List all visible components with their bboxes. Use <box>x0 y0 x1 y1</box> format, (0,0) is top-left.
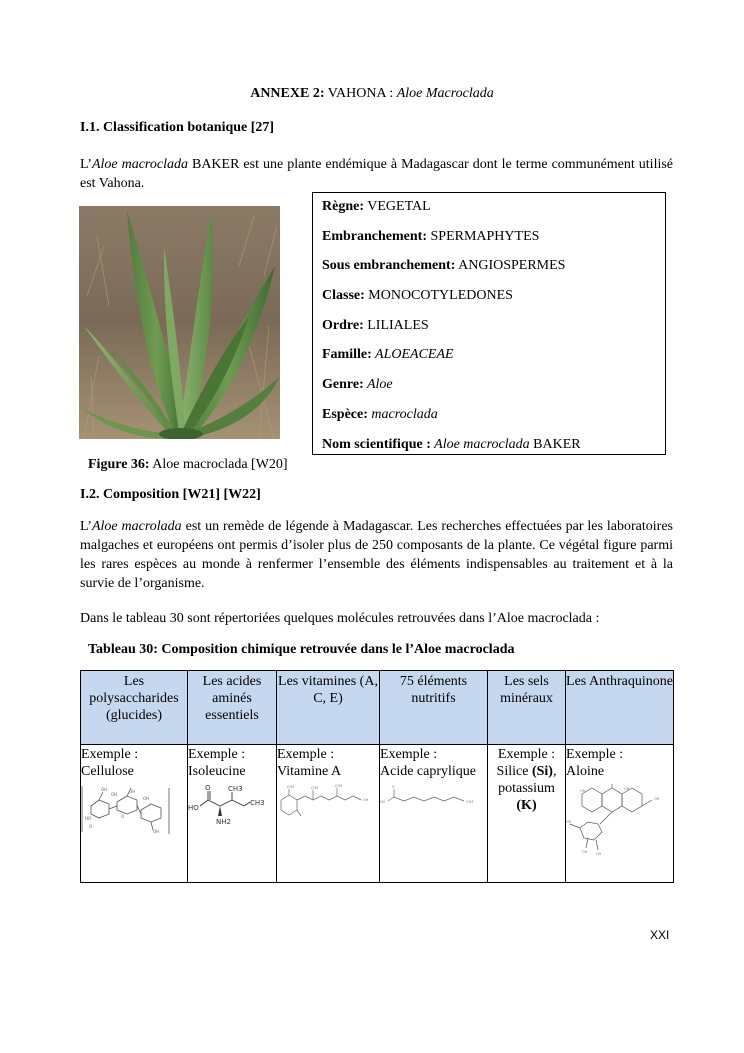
svg-text:OH: OH <box>624 787 630 791</box>
class-row-sous-embranchement: Sous embranchement: ANGIOSPERMES <box>322 258 566 274</box>
class-row-ordre: Ordre: LILIALES <box>322 317 429 333</box>
cell-isoleucine: Exemple : Isoleucine O CH3 CH3 HO NH2 <box>188 745 277 883</box>
svg-text:OH: OH <box>654 797 660 801</box>
table-example-row <box>81 745 674 883</box>
section-2-paragraph-1: L’Aloe macrolada est un remède de légende à Madagascar. Les recherches effectuées par les laboratoires malgaches et européens ont permis d’isoler plus de 250 composants de la plante. Ce végétal figure parmi les rares espèces au monde à renfermer l’ensemble des éléments indispensables au traitement et à la survie de l’organisme. <box>80 519 673 591</box>
section-2-title: I.2. Composition [W21] [W22] <box>80 487 261 502</box>
section-2-paragraph-2: Dans le tableau 30 sont répertoriées quelques molécules retrouvées dans l’Aloe macroclada : <box>80 611 600 626</box>
svg-text:CH3: CH3 <box>287 785 295 789</box>
table-caption: Tableau 30: Composition chimique retrouvée dans le l’Aloe macroclada <box>88 642 515 657</box>
header-acides-amines: Les acides aminés essentiels <box>188 671 277 745</box>
header-sels-mineraux: Les sels minéraux <box>488 671 566 745</box>
header-elements-nutritifs: 75 éléments nutritifs <box>380 671 488 745</box>
class-row-regne: Règne: VEGETAL <box>322 199 431 214</box>
svg-text:NH2: NH2 <box>216 818 231 826</box>
symbol-k: (K) <box>516 798 537 813</box>
class-row-nom-scientifique: Nom scientifique : Aloe macroclada BAKER <box>322 436 581 452</box>
cell-cellulose: Exemple : Cellulose OH HO OH OH OH OH O O <box>81 745 188 883</box>
svg-text:OH: OH <box>111 792 118 797</box>
svg-text:CH3: CH3 <box>466 800 474 804</box>
annex-name: VAHONA : <box>324 86 397 101</box>
p1-species: Aloe macrolada <box>91 519 182 534</box>
acide-caprylique-structure <box>380 784 484 814</box>
classification-box <box>312 192 666 455</box>
annex-title <box>0 84 744 103</box>
intro-species: Aloe macroclada <box>91 157 188 172</box>
annex-species: Aloe Macroclada <box>396 86 494 101</box>
aloe-plant-photo <box>79 206 280 439</box>
page-number: XXI <box>650 928 670 942</box>
annex-prefix: ANNEXE 2: <box>250 86 325 101</box>
symbol-si: (Si) <box>531 764 553 779</box>
svg-text:O: O <box>89 824 93 829</box>
vitamine-a-structure <box>277 784 377 824</box>
svg-text:OH: OH <box>596 852 602 856</box>
svg-text:OH: OH <box>153 829 160 834</box>
svg-text:CH3: CH3 <box>311 786 319 790</box>
svg-text:HO: HO <box>188 804 199 812</box>
svg-text:OH: OH <box>129 789 136 794</box>
class-row-espece: Espèce: macroclada <box>322 406 438 422</box>
section-1-title: I.1. Classification botanique [27] <box>80 120 275 135</box>
class-row-embranchement: Embranchement: SPERMAPHYTES <box>322 228 540 244</box>
svg-text:OH: OH <box>582 850 588 854</box>
cell-acide-caprylique: Exemple : Acide caprylique HO O CH3 <box>380 745 488 883</box>
aloine-structure <box>566 784 666 860</box>
svg-text:HO: HO <box>85 816 92 821</box>
svg-text:O: O <box>392 785 395 789</box>
class-row-famille: Famille: ALOEACEAE <box>322 347 454 363</box>
svg-text:OH: OH <box>363 798 369 802</box>
isoleucine-structure <box>188 784 274 830</box>
cell-sels-mineraux: Exemple : Silice (Si), potassium (K) <box>488 745 566 883</box>
cell-vitamine-a: Exemple : Vitamine A CH3 CH3 CH3 OH <box>277 745 380 883</box>
svg-text:CH3: CH3 <box>335 784 343 788</box>
cell-aloine: Exemple : Aloine OH OH OH HO OH OH <box>566 745 674 883</box>
class-row-classe: Classe: MONOCOTYLEDONES <box>322 288 513 304</box>
svg-text:CH3: CH3 <box>228 785 243 793</box>
class-row-genre: Genre: Aloe <box>322 377 393 393</box>
svg-text:OH: OH <box>143 796 150 801</box>
table-header-row <box>81 671 674 745</box>
header-polysaccharides: Les polysaccharides (glucides) <box>81 671 188 745</box>
svg-text:HO: HO <box>380 800 386 804</box>
svg-text:O: O <box>205 784 211 792</box>
composition-table <box>80 670 674 883</box>
svg-text:OH: OH <box>101 787 108 792</box>
svg-text:CH3: CH3 <box>250 799 265 807</box>
svg-text:OH: OH <box>580 789 586 793</box>
figure-caption: Figure 36: Aloe macroclada [W20] <box>88 457 288 472</box>
cellulose-structure <box>81 784 185 836</box>
header-vitamines: Les vitamines (A, C, E) <box>277 671 380 745</box>
svg-text:O: O <box>121 814 125 819</box>
section-1-intro: L’Aloe macroclada BAKER est une plante endémique à Madagascar dont le terme communément utilisé est Vahona. <box>80 157 674 191</box>
svg-text:HO: HO <box>566 820 572 824</box>
header-anthraquinone: Les Anthraquinone <box>566 671 674 745</box>
